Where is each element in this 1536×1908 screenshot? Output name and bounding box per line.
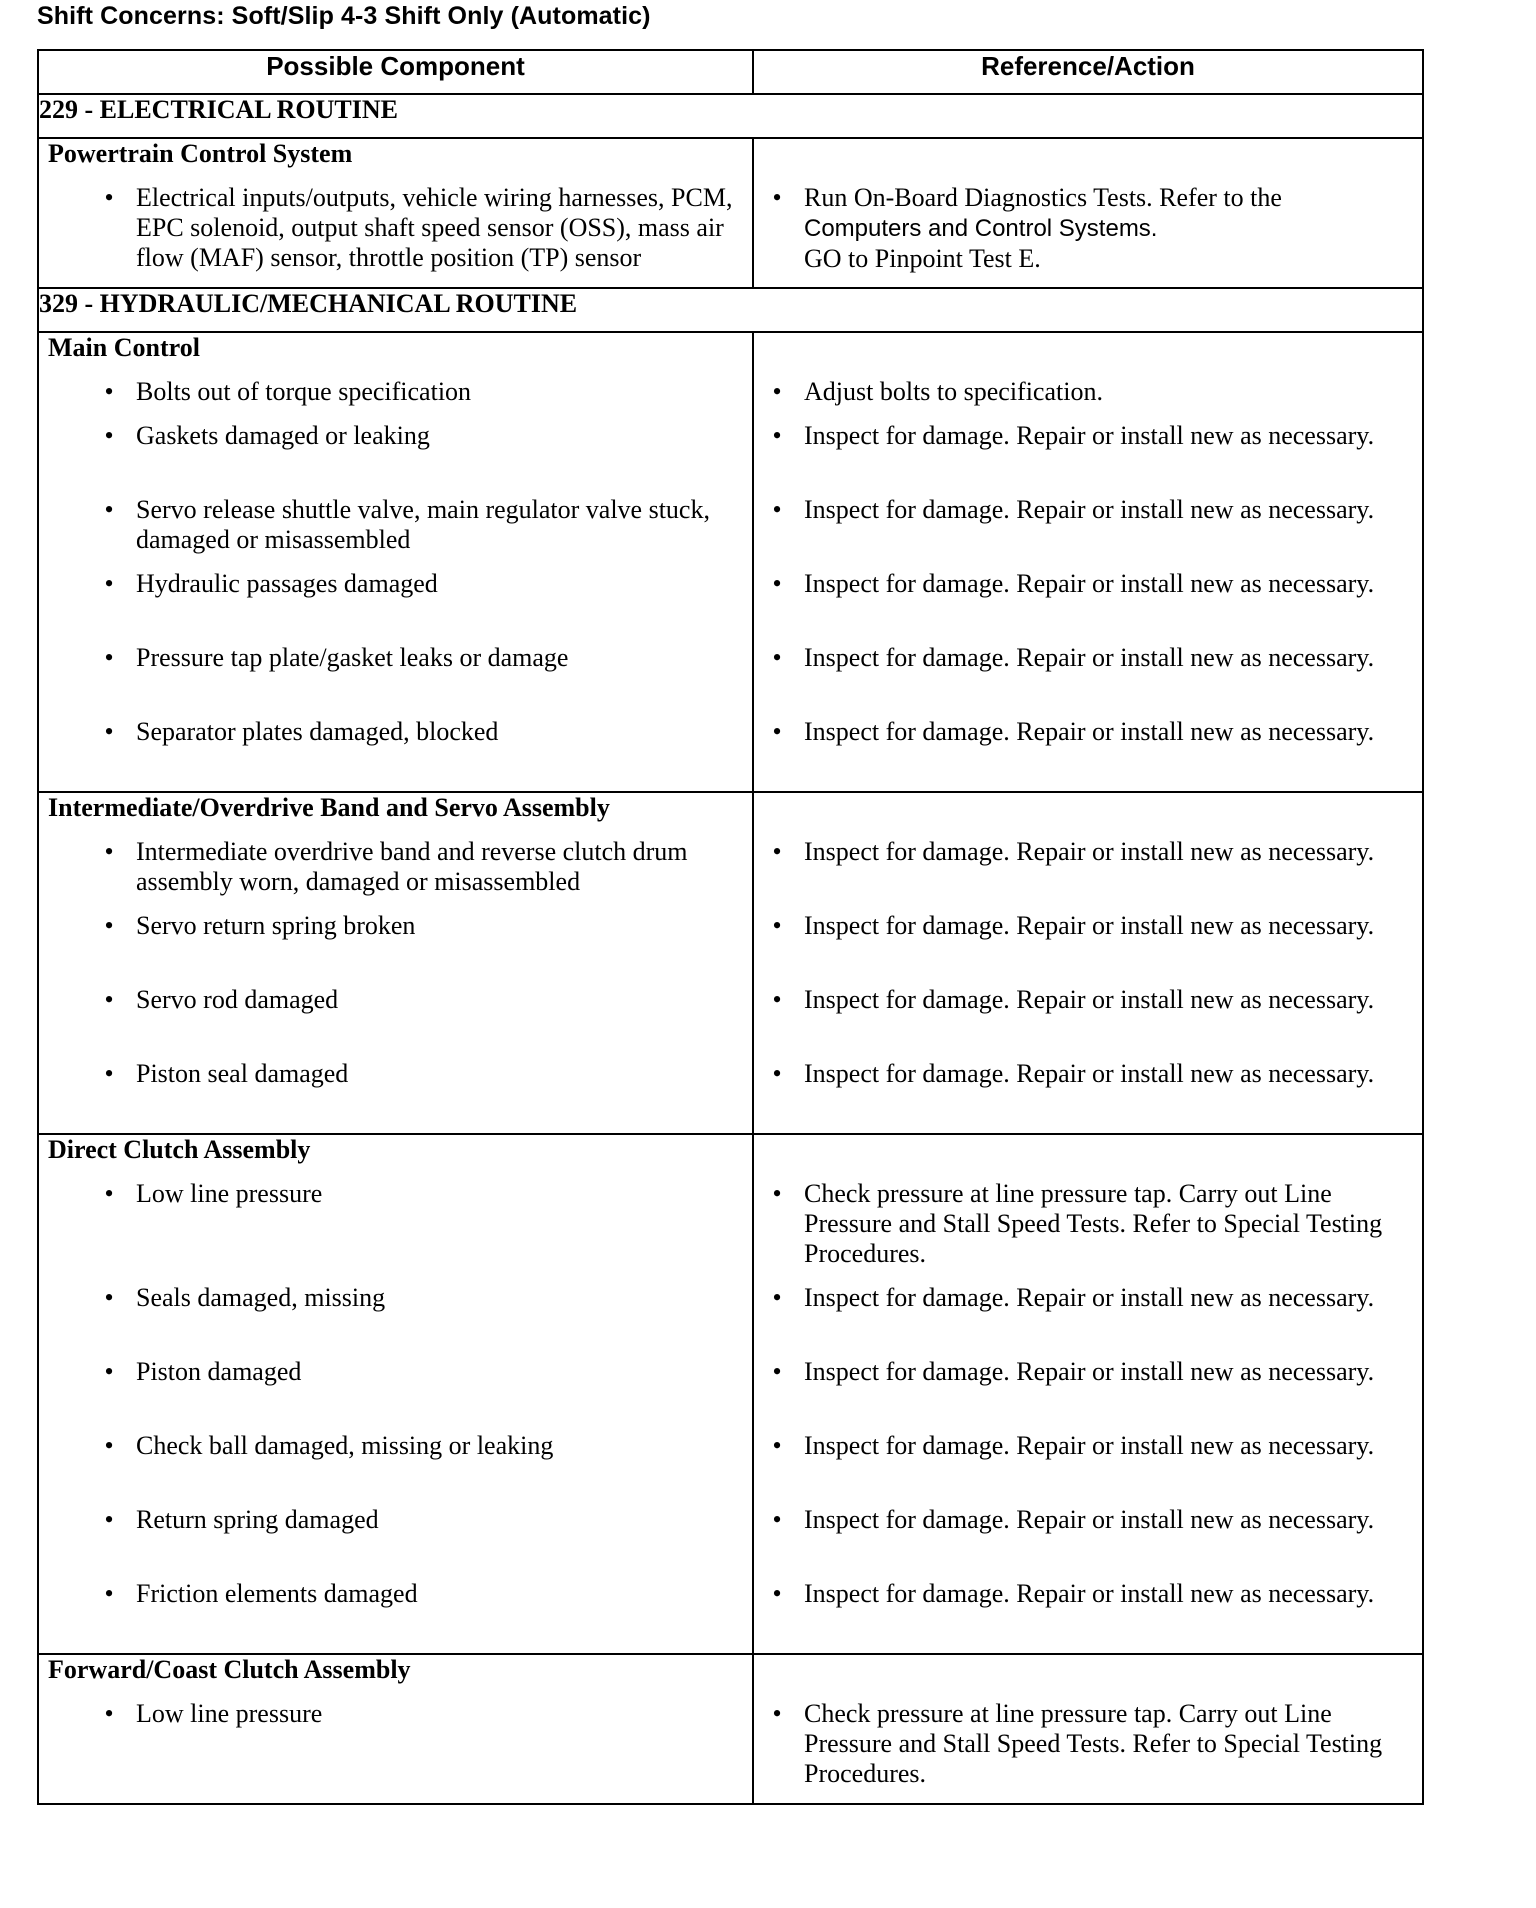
- action-text: Run On-Board Diagnostics Tests. Refer to the: [804, 183, 1282, 212]
- component-item: Gaskets damaged or leaking: [136, 421, 430, 450]
- bullet-icon: •: [772, 1283, 782, 1312]
- group-row: [38, 1654, 1423, 1804]
- action-cell: [753, 332, 1423, 792]
- bullet-icon: •: [772, 183, 782, 212]
- bullet-icon: •: [772, 377, 782, 406]
- group-row: [38, 1134, 1423, 1654]
- routine-title: 229 - ELECTRICAL ROUTINE: [38, 94, 1423, 138]
- group-title: Powertrain Control System: [48, 139, 353, 168]
- routine-title: 329 - HYDRAULIC/MECHANICAL ROUTINE: [38, 288, 1423, 332]
- bullet-icon: •: [104, 985, 114, 1014]
- bullet-icon: •: [104, 495, 114, 524]
- action-item: Inspect for damage. Repair or install new as necessary.: [804, 717, 1375, 746]
- component-item: Low line pressure: [136, 1179, 323, 1208]
- diagnostic-table: [37, 49, 1424, 1805]
- component-item: Servo return spring broken: [136, 911, 416, 940]
- bullet-icon: •: [772, 717, 782, 746]
- action-text: GO to Pinpoint Test E.: [804, 244, 1041, 273]
- bullet-icon: •: [772, 1431, 782, 1460]
- action-item: [754, 183, 1422, 244]
- group-row: [38, 792, 1423, 1134]
- component-item: Seals damaged, missing: [136, 1283, 386, 1312]
- bullet-icon: •: [104, 1431, 114, 1460]
- component-item: Pressure tap plate/gasket leaks or damage: [136, 643, 569, 672]
- bullet-icon: •: [772, 837, 782, 866]
- bullet-icon: •: [772, 1059, 782, 1088]
- action-item: Inspect for damage. Repair or install new as necessary.: [804, 1059, 1375, 1088]
- action-item: Inspect for damage. Repair or install new as necessary.: [804, 1283, 1375, 1312]
- action-item: Inspect for damage. Repair or install new as necessary.: [804, 1505, 1375, 1534]
- bullet-icon: •: [772, 1179, 782, 1208]
- component-cell: [38, 332, 753, 792]
- action-item: Inspect for damage. Repair or install new as necessary.: [804, 569, 1375, 598]
- bullet-icon: •: [104, 421, 114, 450]
- header-row: [38, 50, 1423, 94]
- bullet-icon: •: [772, 1505, 782, 1534]
- bullet-icon: •: [104, 183, 114, 212]
- bullet-icon: •: [104, 1179, 114, 1208]
- bullet-icon: •: [104, 1579, 114, 1608]
- component-item: Piston damaged: [136, 1357, 302, 1386]
- action-item: Inspect for damage. Repair or install new as necessary.: [804, 837, 1375, 866]
- group-title: Direct Clutch Assembly: [48, 1135, 311, 1164]
- bullet-icon: •: [104, 837, 114, 866]
- bullet-icon: •: [104, 1059, 114, 1088]
- routine-row: [38, 288, 1423, 332]
- action-item: Inspect for damage. Repair or install new as necessary.: [804, 1357, 1375, 1386]
- component-item: Return spring damaged: [136, 1505, 379, 1534]
- component-item: Intermediate overdrive band and reverse clutch drum assembly worn, damaged or misassembled: [136, 837, 688, 896]
- bullet-icon: •: [772, 911, 782, 940]
- group-row: [38, 138, 1423, 288]
- bullet-icon: •: [104, 643, 114, 672]
- action-cell: [753, 792, 1423, 1134]
- bullet-icon: •: [104, 1357, 114, 1386]
- header-action: Reference/Action: [753, 50, 1423, 94]
- action-item: Inspect for damage. Repair or install new as necessary.: [804, 421, 1375, 450]
- bullet-icon: •: [104, 1699, 114, 1728]
- bullet-icon: •: [104, 569, 114, 598]
- component-cell: [38, 792, 753, 1134]
- component-cell: [38, 1134, 753, 1654]
- page-title: Shift Concerns: Soft/Slip 4-3 Shift Only (Automatic): [37, 2, 651, 30]
- bullet-icon: •: [772, 495, 782, 524]
- bullet-icon: •: [772, 985, 782, 1014]
- action-item: Inspect for damage. Repair or install new as necessary.: [804, 1431, 1375, 1460]
- action-cell: [753, 1654, 1423, 1804]
- bullet-icon: •: [772, 569, 782, 598]
- bullet-icon: •: [104, 717, 114, 746]
- action-item: Adjust bolts to specification.: [804, 377, 1103, 406]
- component-item: • Electrical inputs/outputs, vehicle wiring harnesses, PCM, EPC solenoid, output shaft speed sensor (OSS), mass air flow (MAF) sensor, throttle position (TP) sensor: [39, 183, 752, 273]
- action-item: Inspect for damage. Repair or install new as necessary.: [804, 1579, 1375, 1608]
- component-item: Bolts out of torque specification: [136, 377, 472, 406]
- bullet-icon: •: [772, 1699, 782, 1728]
- bullet-icon: •: [104, 911, 114, 940]
- group-title: Forward/Coast Clutch Assembly: [48, 1655, 411, 1684]
- group-row: [38, 332, 1423, 792]
- component-item: Hydraulic passages damaged: [136, 569, 438, 598]
- component-cell: [38, 138, 753, 288]
- bullet-icon: •: [104, 1505, 114, 1534]
- bullet-icon: •: [772, 1579, 782, 1608]
- action-item: Inspect for damage. Repair or install new as necessary.: [804, 495, 1375, 524]
- component-item: Separator plates damaged, blocked: [136, 717, 499, 746]
- bullet-icon: •: [104, 1283, 114, 1312]
- bullet-icon: •: [772, 1357, 782, 1386]
- action-item: Inspect for damage. Repair or install new as necessary.: [804, 985, 1375, 1014]
- action-item: Inspect for damage. Repair or install new as necessary.: [804, 911, 1375, 940]
- group-title: Main Control: [48, 333, 200, 362]
- bullet-icon: •: [104, 377, 114, 406]
- component-item: Check ball damaged, missing or leaking: [136, 1431, 554, 1460]
- action-cell: [753, 1134, 1423, 1654]
- component-cell: [38, 1654, 753, 1804]
- reference-link[interactable]: Computers and Control Systems.: [804, 215, 1158, 242]
- component-item: Friction elements damaged: [136, 1579, 418, 1608]
- component-item: Servo rod damaged: [136, 985, 339, 1014]
- bullet-icon: •: [772, 643, 782, 672]
- component-item: Piston seal damaged: [136, 1059, 349, 1088]
- bullet-icon: •: [772, 421, 782, 450]
- action-item: Check pressure at line pressure tap. Carry out Line Pressure and Stall Speed Tests. Refer to Special Testing Procedures.: [804, 1699, 1383, 1788]
- component-item: Servo release shuttle valve, main regulator valve stuck, damaged or misassembled: [136, 495, 710, 554]
- header-component: Possible Component: [38, 50, 753, 94]
- action-item: Check pressure at line pressure tap. Carry out Line Pressure and Stall Speed Tests. Refer to Special Testing Procedures.: [804, 1179, 1383, 1268]
- group-title: Intermediate/Overdrive Band and Servo Assembly: [48, 793, 610, 822]
- routine-row: [38, 94, 1423, 138]
- action-item: Inspect for damage. Repair or install new as necessary.: [804, 643, 1375, 672]
- component-item: Low line pressure: [136, 1699, 323, 1728]
- action-cell: [753, 138, 1423, 288]
